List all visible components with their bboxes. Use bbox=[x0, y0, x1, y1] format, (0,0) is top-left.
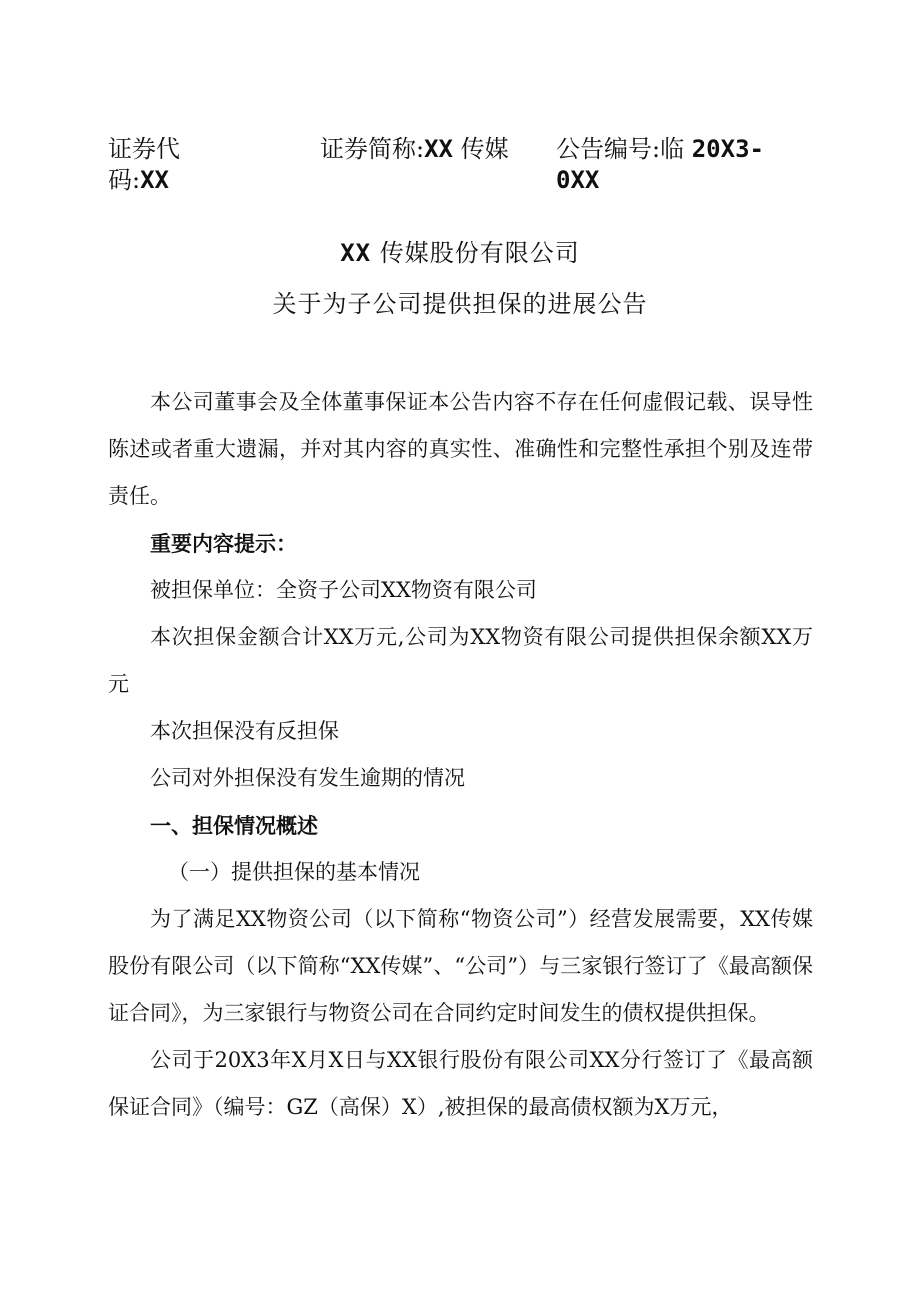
company-title-rest: 传媒股份有限公司 bbox=[379, 239, 580, 267]
heading-section-1: 一、担保情况概述 bbox=[150, 813, 318, 838]
security-code-label: 证券代码: bbox=[108, 135, 180, 194]
header-security-code bbox=[108, 134, 218, 196]
paragraph-guaranteed-unit: 被担保单位：全资子公司XX物资有限公司 bbox=[150, 578, 537, 602]
company-title-prefix: XX bbox=[340, 239, 372, 267]
heading-subsection-1: （一）提供担保的基本情况 bbox=[168, 860, 420, 884]
paragraph-no-counter-guarantee: 本次担保没有反担保 bbox=[150, 719, 339, 743]
announcement-title: 关于为子公司提供担保的进展公告 bbox=[272, 290, 648, 318]
paragraph-no-overdue: 公司对外担保没有发生逾期的情况 bbox=[150, 766, 465, 790]
paragraph-disclaimer: 本公司董事会及全体董事保证本公告内容不存在任何虚假记载、误导性陈述或者重大遗漏，并对其内容的真实性、准确性和完整性承担个别及连带责任。 bbox=[108, 390, 813, 508]
security-code-value: XX bbox=[140, 166, 169, 194]
header-announcement-number bbox=[556, 134, 796, 196]
announcement-number-label: 公告编号:临 bbox=[556, 135, 685, 163]
paragraph-guarantee-amount: 本次担保金额合计XX万元,公司为XX物资有限公司提供担保余额XX万元 bbox=[108, 625, 813, 696]
heading-key-points: 重要内容提示： bbox=[150, 531, 297, 556]
paragraph-contract: 公司于20X3年X月X日与XX银行股份有限公司XX分行签订了《最高额保证合同》（编号：GZ（高保）X）,被担保的最高债权额为X万元， bbox=[108, 1048, 813, 1119]
header-security-name bbox=[320, 134, 535, 165]
company-title bbox=[0, 238, 920, 268]
announcement-number-value: 20X3-0XX bbox=[556, 135, 764, 194]
security-name-value: XX bbox=[424, 135, 453, 163]
paragraph-background: 为了满足XX物资公司（以下简称“物资公司”）经营发展需要，XX传媒股份有限公司（以下简称“XX传媒”、“公司”）与三家银行签订了《最高额保证合同》，为三家银行与物资公司在合同约定时间发生的债权提供担保。 bbox=[108, 907, 813, 1025]
announcement-body bbox=[108, 379, 813, 1131]
security-name-label: 证券简称: bbox=[320, 135, 425, 163]
security-name-suffix: 传媒 bbox=[460, 135, 509, 163]
